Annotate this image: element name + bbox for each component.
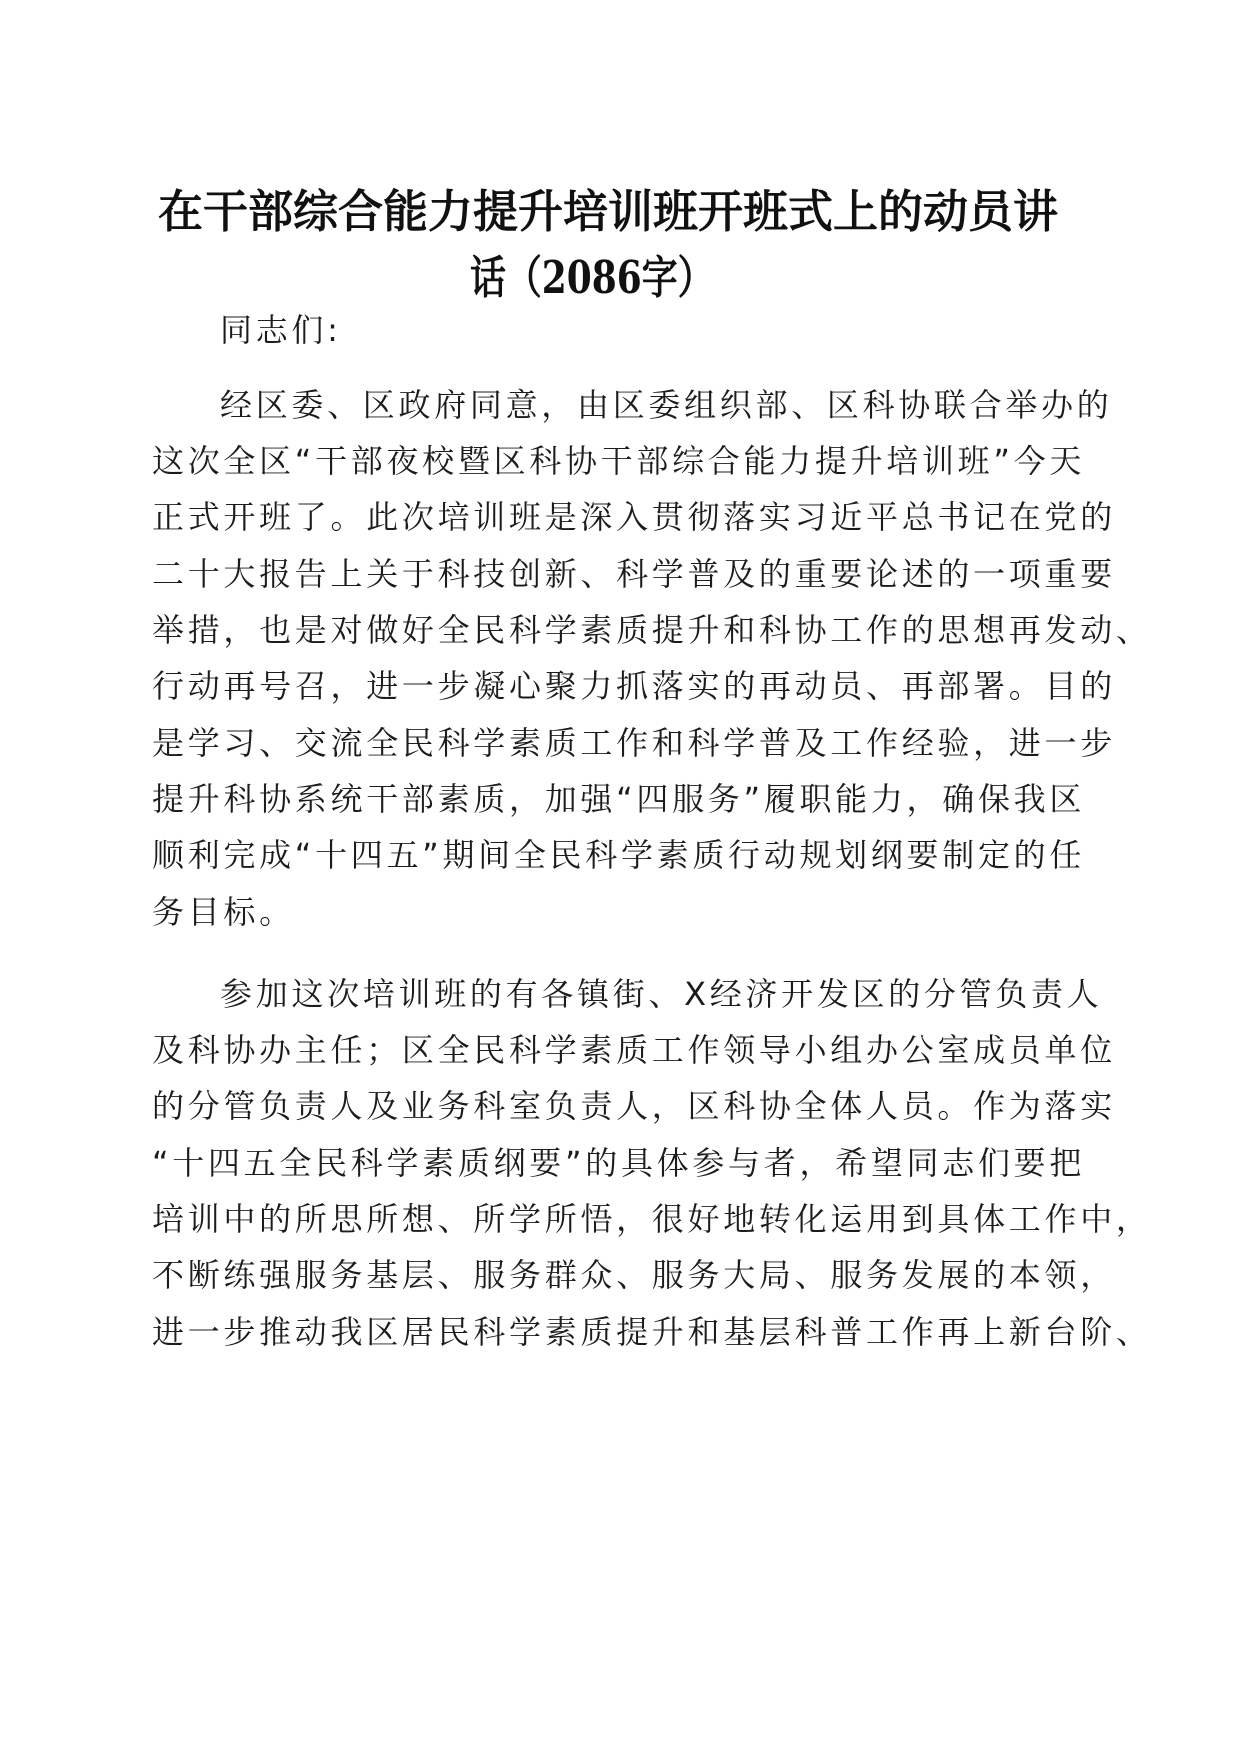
paragraph-2-line: 不断练强服务基层、服务群众、服务大局、服务发展的本领， (152, 1256, 1116, 1294)
paragraph-1-line: 提升科协系统干部素质，加强“四服务”履职能力，确保我区 (152, 780, 1086, 818)
paragraph-1-line: 务目标。 (152, 893, 295, 931)
paragraph-1-line: 二十大报告上关于科技创新、科学普及的重要论述的一项重要 (152, 555, 1116, 593)
paragraph-2-line: 培训中的所思所想、所学所悟，很好地转化运用到具体工作中， (152, 1200, 1152, 1238)
paragraph-2-line: “十四五全民科学素质纲要”的具体参与者，希望同志们要把 (152, 1144, 1086, 1182)
paragraph-1-line: 顺利完成“十四五”期间全民科学素质行动规划纲要制定的任 (152, 836, 1086, 874)
paragraph-1-line: 是学习、交流全民科学素质工作和科学普及工作经验，进一步 (152, 724, 1116, 762)
paragraph-1-line: 举措，也是对做好全民科学素质提升和科协工作的思想再发动、 (152, 611, 1152, 649)
paragraph-2-line: 参加这次培训班的有各镇街、X经济开发区的分管负责人 (220, 975, 1103, 1013)
paragraph-2-line: 及科协办主任；区全民科学素质工作领导小组办公室成员单位 (152, 1031, 1116, 1069)
paragraph-2-line: 的分管负责人及业务科室负责人，区科协全体人员。作为落实 (152, 1087, 1116, 1125)
paragraph-1-line: 这次全区“干部夜校暨区科协干部综合能力提升培训班”今天 (152, 442, 1086, 480)
document-title-line-1: 在干部综合能力提升培训班开班式上的动员讲 (158, 185, 1059, 238)
paragraph-1-line: 经区委、区政府同意，由区委组织部、区科协联合举办的 (220, 386, 1113, 424)
paragraph-2-line: 进一步推动我区居民科学素质提升和基层科普工作再上新台阶、 (152, 1313, 1152, 1351)
document-title-line-2: 话（2086字） (470, 251, 714, 304)
paragraph-1-line: 行动再号召，进一步凝心聚力抓落实的再动员、再部署。目的 (152, 667, 1116, 705)
salutation: 同志们: (220, 311, 342, 349)
paragraph-1-line: 正式开班了。此次培训班是深入贯彻落实习近平总书记在党的 (152, 498, 1116, 536)
